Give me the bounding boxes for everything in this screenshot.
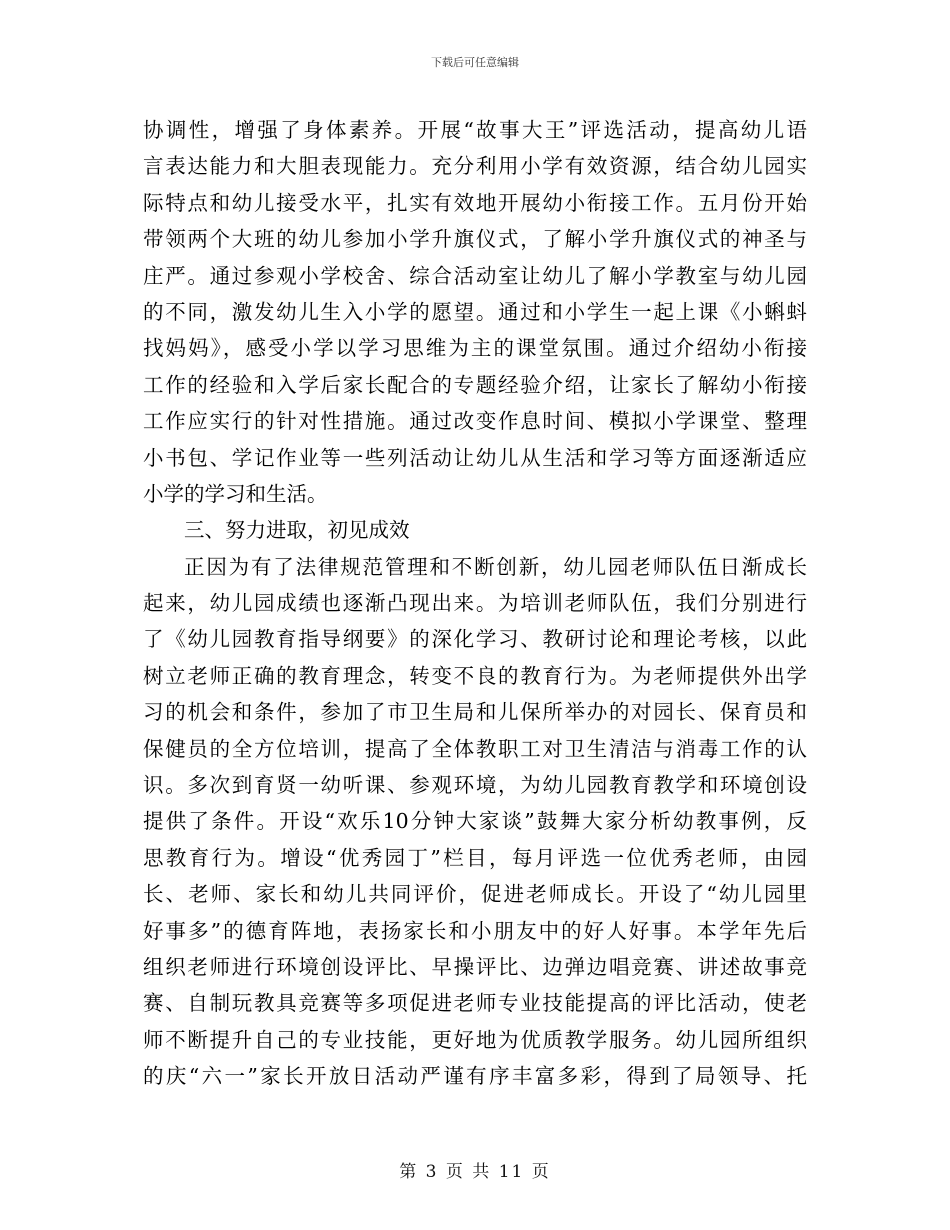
text-line: 找妈妈》，感受小学以学习思维为主的课堂氛围。通过介绍幼小衔接 [143,336,807,361]
text-line: 际特点和幼儿接受水平，扎实有效地开展幼小衔接工作。五月份开始 [143,190,807,215]
document-body [143,112,807,1095]
text-line: 提供了条件。开设“欢乐10分钟大家谈”鼓舞大家分析幼教事例，反 [143,809,807,834]
text-line: 的不同，激发幼儿生入小学的愿望。通过和小学生一起上课《小蝌蚪 [143,299,807,324]
paragraph [143,112,807,512]
text-line: 协调性，增强了身体素养。开展“故事大王”评选活动，提高幼儿语 [143,118,807,142]
text-line: 言表达能力和大胆表现能力。充分利用小学有效资源，结合幼儿园实 [143,154,807,179]
text-line: 小学的学习和生活。 [143,481,328,506]
text-line: 保健员的全方位培训，提高了全体教职工对卫生清洁与消毒工作的认 [143,736,807,761]
text-line: 工作应实行的针对性措施。通过改变作息时间、模拟小学课堂、整理 [143,409,807,434]
paragraph [143,549,807,1095]
text-line: 带领两个大班的幼儿参加小学升旗仪式，了解小学升旗仪式的神圣与 [143,227,807,252]
text-line: 识。多次到育贤一幼听课、参观环境，为幼儿园教育教学和环境创设 [143,773,807,798]
text-line: 习的机会和条件，参加了市卫生局和儿保所举办的对园长、保育员和 [143,700,807,725]
text-line: 小书包、学记作业等一些列活动让幼儿从生活和学习等方面逐渐适应 [143,445,807,470]
text-line: 树立老师正确的教育理念，转变不良的教育行为。为老师提供外出学 [143,663,807,688]
text-line: 了《幼儿园教育指导纲要》的深化学习、教研讨论和理论考核，以此 [143,627,807,652]
text-line: 正因为有了法律规范管理和不断创新，幼儿园老师队伍日渐成长 [184,554,807,579]
text-line: 好事多”的德育阵地，表扬家长和小朋友中的好人好事。本学年先后 [143,918,807,943]
text-line: 组织老师进行环境创设评比、早操评比、边弹边唱竞赛、讲述故事竞 [143,954,807,979]
page-number-footer: 第 3 页 共 11 页 [399,1162,551,1182]
text-line: 思教育行为。增设“优秀园丁”栏目，每月评选一位优秀老师，由园 [143,845,807,870]
text-line: 庄严。通过参观小学校舍、综合活动室让幼儿了解小学教室与幼儿园 [143,263,807,288]
text-line: 赛、自制玩教具竞赛等多项促进老师专业技能提高的评比活动，使老 [143,991,807,1016]
text-line: 工作的经验和入学后家长配合的专题经验介绍，让家长了解幼小衔接 [143,372,807,397]
text-line: 起来，幼儿园成绩也逐渐凸现出来。为培训老师队伍，我们分别进行 [143,591,807,616]
text-line: 长、老师、家长和幼儿共同评价，促进老师成长。开设了“幼儿园里 [143,882,807,907]
section-heading: 三、努力进取，初见成效 [184,518,410,543]
text-line: 师不断提升自己的专业技能，更好地为优质教学服务。幼儿园所组织 [143,1027,807,1052]
text-line: 的庆“六一”家长开放日活动严谨有序丰富多彩，得到了局领导、托 [143,1064,807,1089]
page-header: 下载后可任意编辑 [431,56,519,69]
